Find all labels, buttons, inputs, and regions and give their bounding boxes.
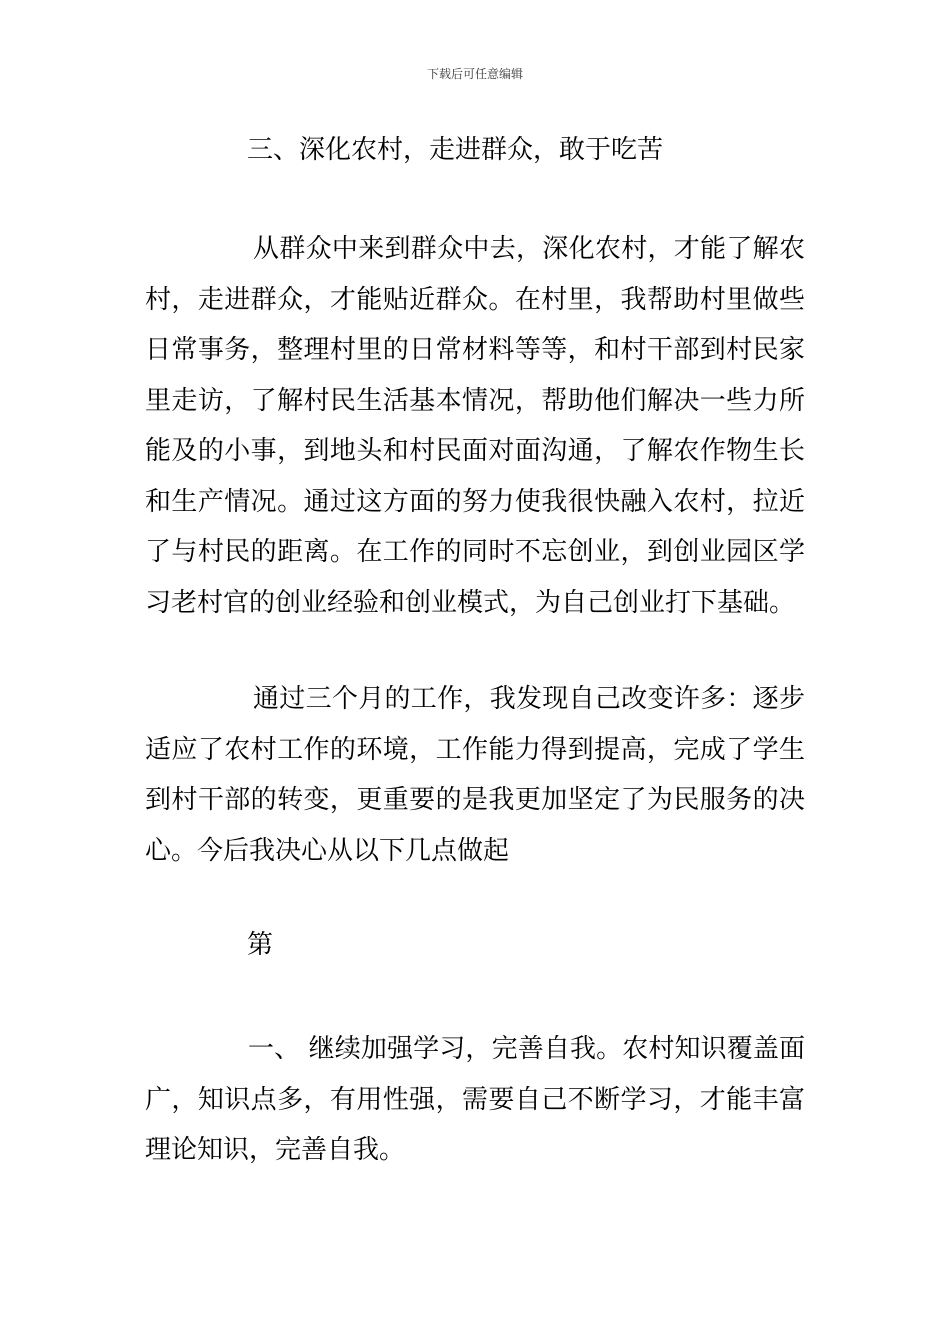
header-note: 下载后可任意编辑	[426, 67, 523, 81]
section-heading: 三、深化农村，走进群众，敢于吃苦	[247, 135, 664, 165]
paragraph-1: 从群众中来到群众中去，深化农村，才能了解农村，走进群众，才能贴近群众。在村里，我帮助村里做些日常事务，整理村里的日常材料等等，和村干部到村民家里走访，了解村民生活基本情况，帮助他们解决一些力所能及的小事，到地头和村民面对面沟通，了解农作物生长和生产情况。通过这方面的努力使我很快融入农村，拉近了与村民的距离。在工作的同时不忘创业，到创业园区学习老村官的创业经验和创业模式，为自己创业打下基础。	[145, 234, 805, 618]
fragment-text: 第	[247, 930, 274, 960]
paragraph-3: 一、 继续加强学习，完善自我。农村知识覆盖面广，知识点多，有用性强，需要自己不断学习，才能丰富理论知识，完善自我。	[145, 1034, 805, 1165]
paragraph-2: 通过三个月的工作，我发现自己改变许多：逐步适应了农村工作的环境，工作能力得到提高，完成了学生到村干部的转变，更重要的是我更加坚定了为民服务的决心。今后我决心从以下几点做起	[145, 684, 805, 866]
